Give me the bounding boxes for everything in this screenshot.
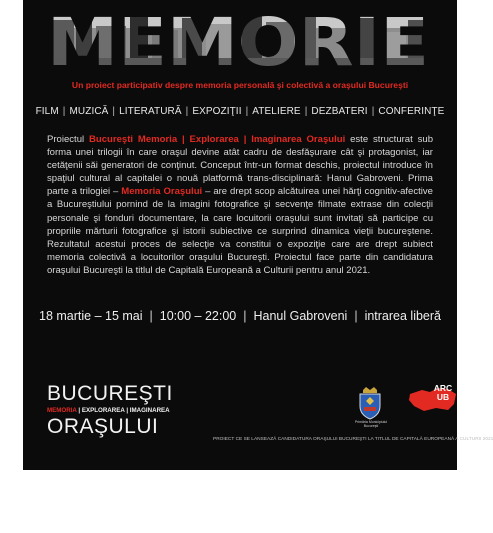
logo-tagline-highlight: MEMORIA xyxy=(47,407,77,414)
title-banner xyxy=(46,4,431,81)
arcub-letters-top: ARC xyxy=(433,383,453,393)
logo-top-word: BUCUREŞTI xyxy=(47,382,173,405)
category-item: ATELIERE xyxy=(252,106,301,117)
description-paragraph xyxy=(47,133,433,277)
body-text-start: Proiectul xyxy=(47,134,89,145)
separator: | xyxy=(371,106,375,117)
category-item: EXPOZIŢII xyxy=(192,106,242,117)
logo-bottom-word: ORAŞULUI xyxy=(47,415,159,438)
title-graphic xyxy=(46,4,431,81)
crest-label: Primăria Municipiului Bucureşti xyxy=(354,420,388,428)
project-logo xyxy=(47,383,197,438)
event-details xyxy=(33,309,447,323)
part-name-highlight: Memoria Oraşului xyxy=(121,186,203,198)
category-item: DEZBATERI xyxy=(311,106,368,117)
separator: | xyxy=(243,309,247,323)
separator: | xyxy=(304,106,308,117)
event-entry: intrarea liberă xyxy=(364,309,441,323)
city-crest-icon xyxy=(355,386,385,420)
category-item: LITERATURĂ xyxy=(119,106,182,117)
category-item: CONFERINŢE xyxy=(378,106,445,117)
project-name-highlight: Bucureşti Memoria | Explorarea | Imaginarea Oraşului xyxy=(89,134,346,145)
arcub-logo-text xyxy=(431,384,455,401)
arcub-letters-bottom: UB xyxy=(436,391,450,402)
title-text: MEMORIE xyxy=(47,4,429,81)
event-hours: 10:00 – 22:00 xyxy=(159,309,237,323)
poster xyxy=(23,0,493,470)
event-dates: 18 martie – 15 mai xyxy=(39,309,143,323)
separator: | xyxy=(185,106,189,117)
separator: | xyxy=(245,106,249,117)
category-list xyxy=(33,106,447,117)
event-venue: Hanul Gabroveni xyxy=(253,309,348,323)
separator: | xyxy=(62,106,66,117)
separator: | xyxy=(149,309,153,323)
category-item: MUZICĂ xyxy=(69,106,109,117)
subtitle: Un proiect participativ despre memoria personală şi colectivă a oraşului Bucureşti xyxy=(71,80,409,90)
category-item: FILM xyxy=(35,106,59,117)
separator: | xyxy=(354,309,358,323)
body-text-end: – are drept scop alcătuirea unei hărţi cognitiv-afective a Bucureştiului pornind de la imagini fotografice şi secvenţe filmate extrase din colecţii personale şi fonduri documentare, la care locuitorii oraşului sunt invitaţi să participe cu propriile mărturii fotografice şi istorii subiective ce surprind dinamica vieţii bucureştene. Rezultatul acestui proces de selecţie va constitui o expoziţie care are drept subiect memoria colectivă a locuitorilor oraşului Bucureşti. Proiectul face parte din candidatura oraşului Bucureşti la titlul de Capitală Europeană a Culturii pentru anul 2021. xyxy=(47,186,433,276)
separator: | xyxy=(112,106,116,117)
body-text-middle: este structurat sub forma unei trilogii în care oraşul devine atât cadru de desfăşurare cât şi protagonist, iar cetăţenii săi generatori de conţinut. Conceput într-un format deschis, proiectul introduce în spaţiul cultural al capitalei o nouă platformă trans-disciplinară: Hanul Gabroveni. Prima parte a trilogiei – xyxy=(47,134,434,198)
logo-tagline-rest: | EXPLORAREA | IMAGINAREA xyxy=(76,407,170,414)
footer-note: PROIECT CE SE LANSEAZĂ CANDIDATURA ORAŞULUI BUCUREŞTI LA TITLUL DE CAPITALĂ EUROPEANĂ A CULTURII 2021 xyxy=(213,437,493,442)
